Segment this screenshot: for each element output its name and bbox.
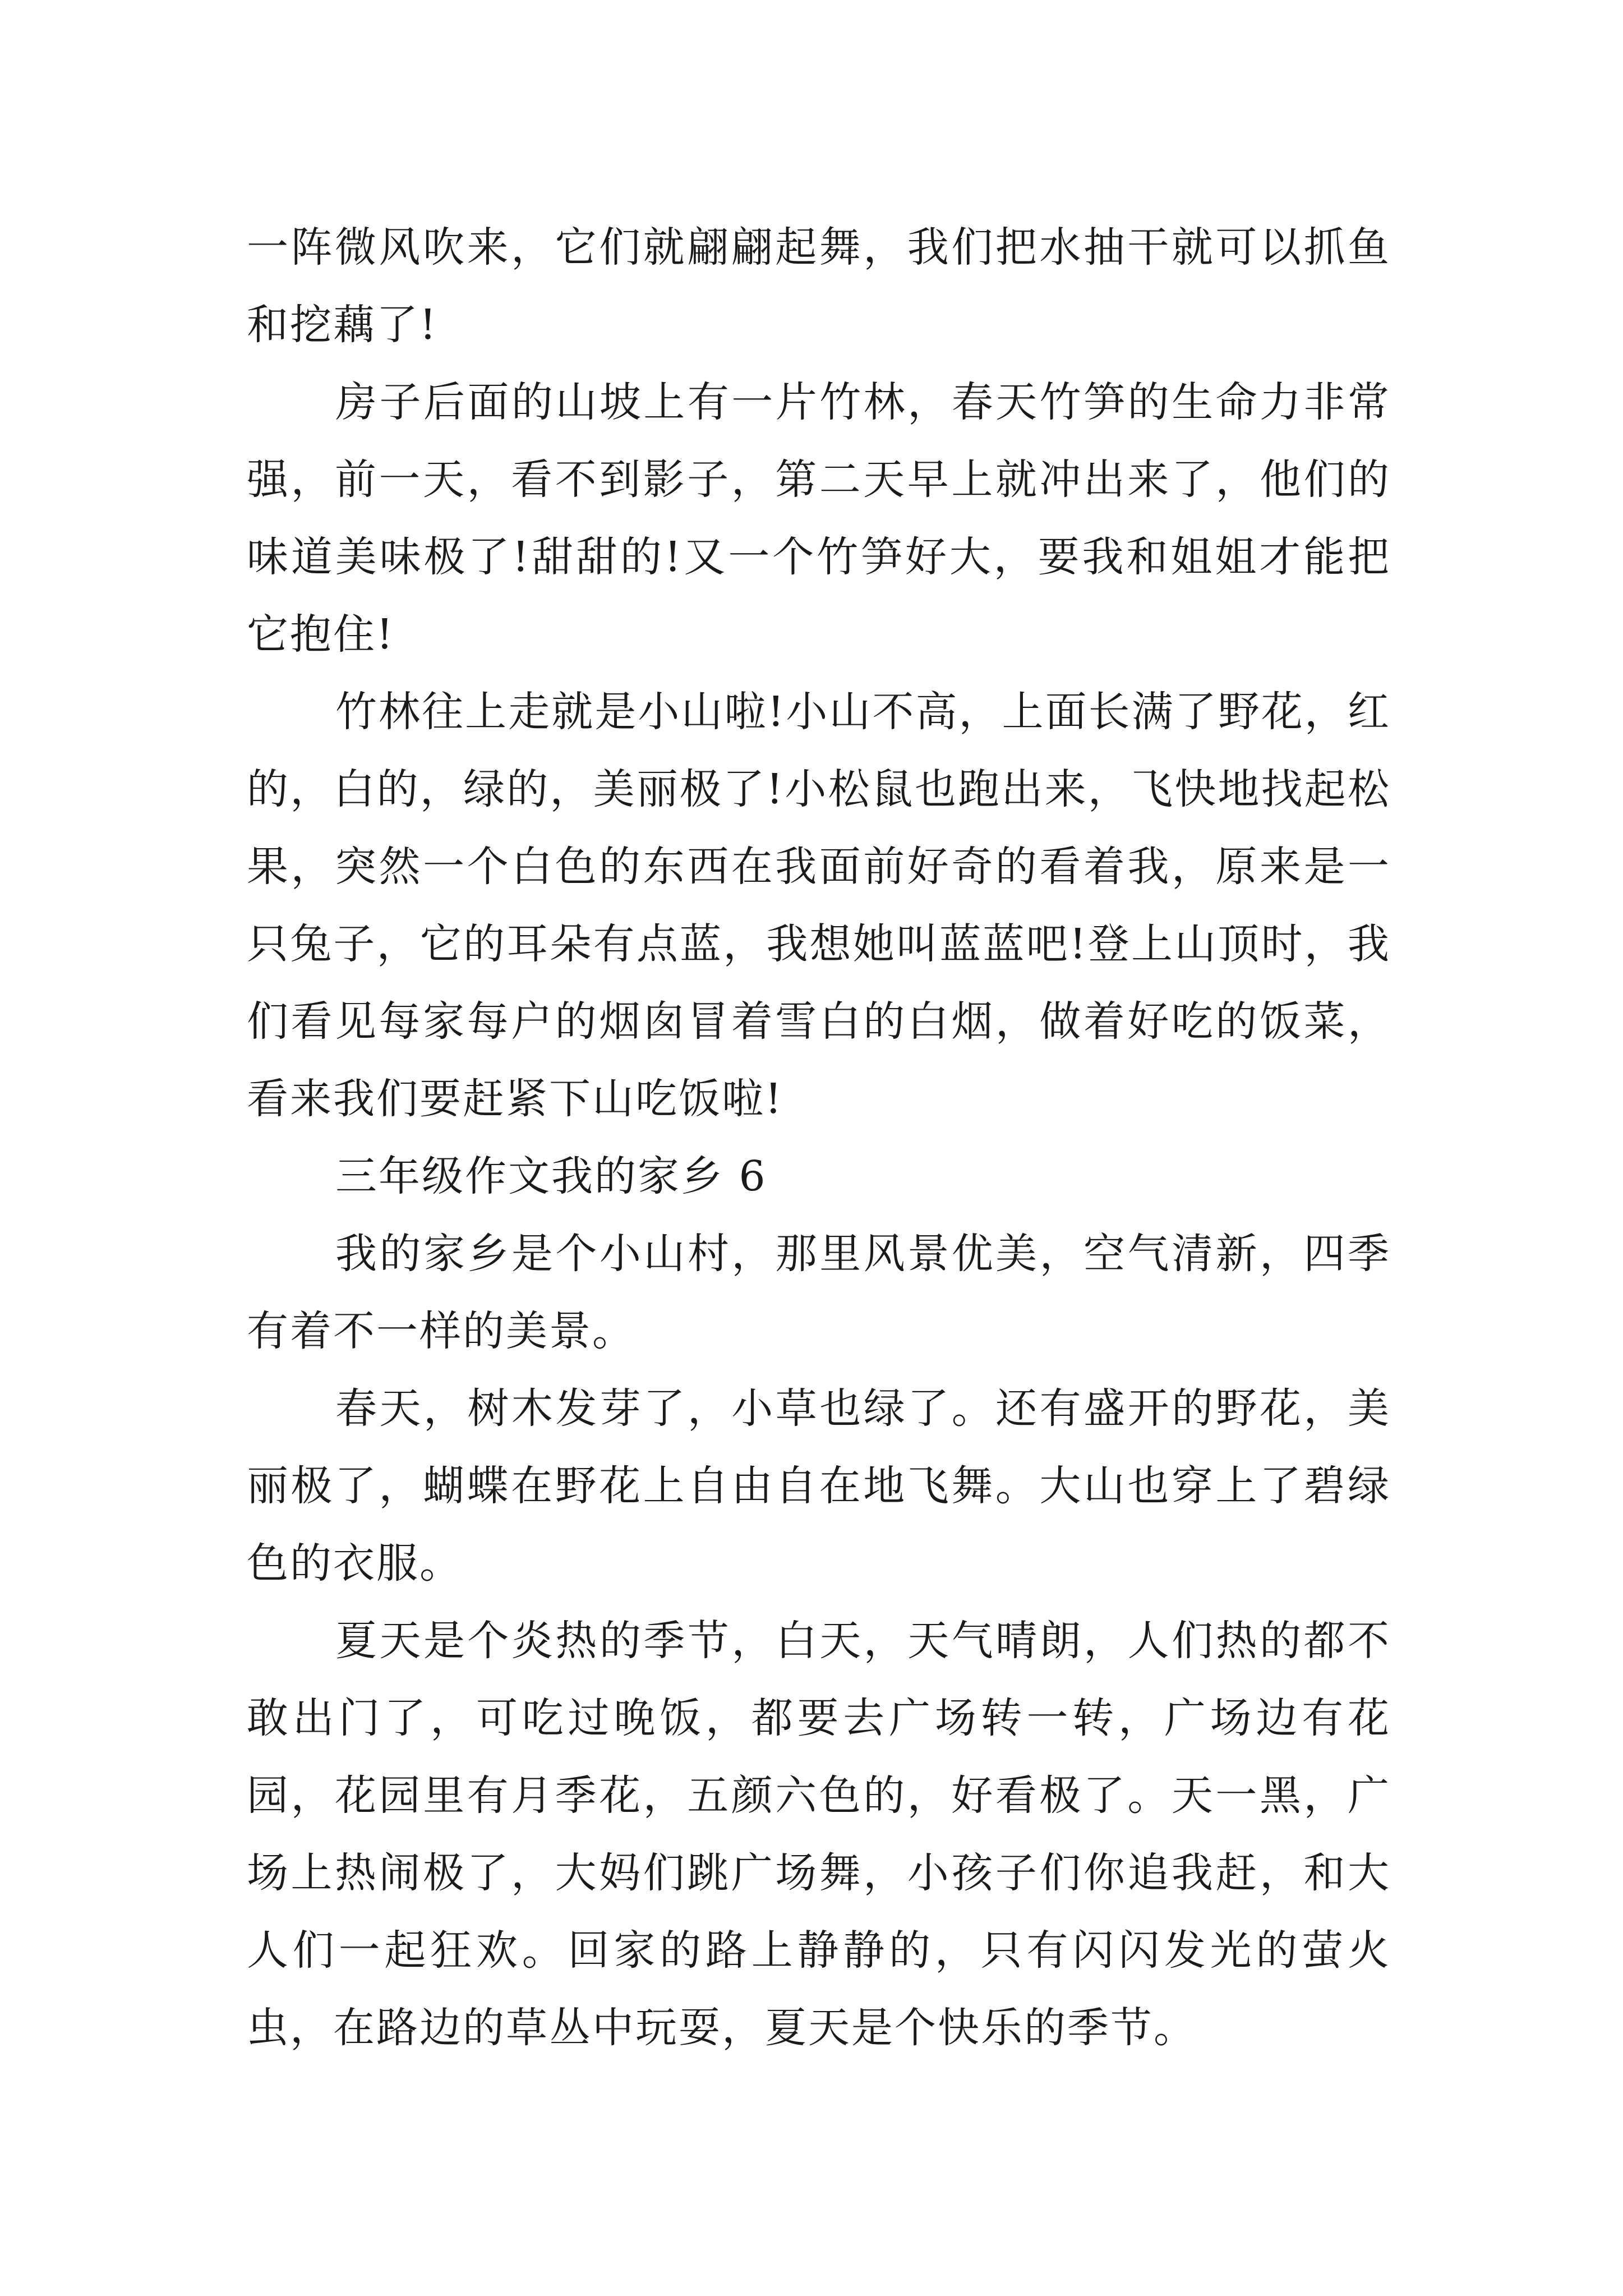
- paragraph-fishing-lotus: 一阵微风吹来，它们就翩翩起舞，我们把水抽干就可以抓鱼和挖藕了!: [247, 223, 1391, 349]
- paragraph-spring: 春天，树木发芽了，小草也绿了。还有盛开的野花，美丽极了，蝴蝶在野花上自由自在地飞舞。大山也穿上了碧绿色的衣服。: [247, 1384, 1391, 1588]
- paragraph-small-hill: 竹林往上走就是小山啦!小山不高，上面长满了野花，红的，白的，绿的，美丽极了!小松鼠也跑出来，飞快地找起松果，突然一个白色的东西在我面前好奇的看着我，原来是一只兔子，它的耳朵有点蓝，我想她叫蓝蓝吧!登上山顶时，我们看见每家每户的烟囱冒着雪白的白烟，做着好吃的饭菜，看来我们要赶紧下山吃饭啦!: [247, 688, 1391, 1123]
- essay-title: 三年级作文我的家乡 6: [335, 1152, 767, 1200]
- paragraph-summer: 夏天是个炎热的季节，白天，天气晴朗，人们热的都不敢出门了，可吃过晚饭，都要去广场转一转，广场边有花园，花园里有月季花，五颜六色的，好看极了。天一黑，广场上热闹极了，大妈们跳广场舞，小孩子们你追我赶，和大人们一起狂欢。回家的路上静静的，只有闪闪发光的萤火虫，在路边的草丛中玩耍，夏天是个快乐的季节。: [247, 1617, 1391, 2052]
- paragraph-bamboo-forest: 房子后面的山坡上有一片竹林，春天竹笋的生命力非常强，前一天，看不到影子，第二天早上就冲出来了，他们的味道美味极了!甜甜的!又一个竹笋好大，要我和姐姐才能把它抱住!: [247, 378, 1391, 659]
- essay-body: [247, 209, 1391, 2067]
- paragraph-hometown-intro: 我的家乡是个小山村，那里风景优美，空气清新，四季有着不一样的美景。: [247, 1230, 1391, 1355]
